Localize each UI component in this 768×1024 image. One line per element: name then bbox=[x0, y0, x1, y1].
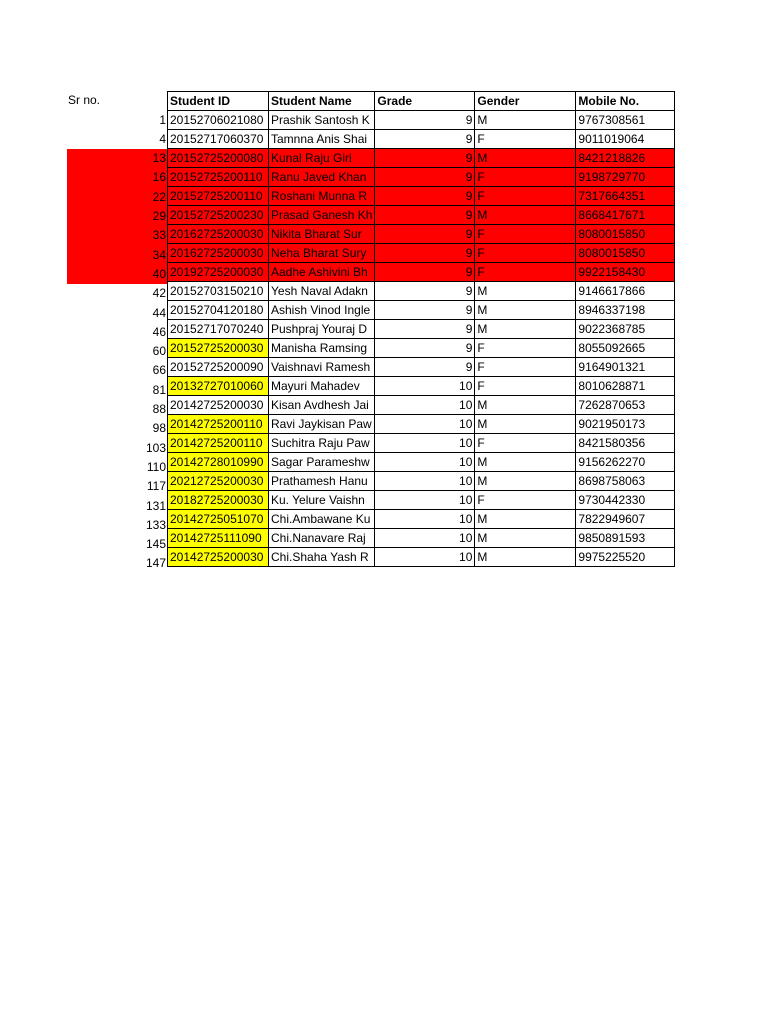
table-row bbox=[168, 168, 675, 187]
mobile-cell[interactable]: 7262870653 bbox=[576, 396, 675, 415]
gender-cell[interactable]: M bbox=[475, 472, 576, 491]
table-row bbox=[168, 396, 675, 415]
student-id-cell[interactable]: 20132727010060 bbox=[168, 377, 269, 396]
table-row bbox=[168, 529, 675, 548]
student-id-cell[interactable]: 20142725111090 bbox=[168, 529, 269, 548]
student-id-cell[interactable]: 20182725200030 bbox=[168, 491, 269, 510]
gender-cell[interactable]: F bbox=[475, 358, 576, 377]
table-row bbox=[168, 377, 675, 396]
student-name-cell[interactable]: Roshani Munna R bbox=[269, 187, 375, 206]
mobile-cell[interactable]: 9021950173 bbox=[576, 415, 675, 434]
table-row bbox=[168, 415, 675, 434]
mobile-cell[interactable]: 7317664351 bbox=[576, 187, 675, 206]
grade-cell[interactable]: 9 bbox=[375, 225, 475, 244]
student-name-cell[interactable]: Kisan Avdhesh Jai bbox=[269, 396, 375, 415]
student-name-cell[interactable]: Chi.Nanavare Raj bbox=[269, 529, 375, 548]
student-name-cell[interactable]: Ranu Javed Khan bbox=[269, 168, 375, 187]
sr-no-cell[interactable]: 66 bbox=[152, 363, 166, 378]
sr-no-cell[interactable]: 4 bbox=[159, 131, 166, 146]
grade-cell[interactable]: 9 bbox=[375, 244, 475, 263]
gender-cell[interactable]: F bbox=[475, 168, 576, 187]
sr-no-header[interactable]: Sr no. bbox=[68, 93, 101, 107]
student-name-cell[interactable]: Mayuri Mahadev bbox=[269, 377, 375, 396]
gender-cell[interactable]: M bbox=[475, 510, 576, 529]
student-id-cell[interactable]: 20142725200030 bbox=[168, 396, 269, 415]
mobile-cell[interactable]: 8421218826 bbox=[576, 149, 675, 168]
sr-no-cell[interactable]: 81 bbox=[152, 382, 166, 397]
mobile-cell[interactable]: 9146617866 bbox=[576, 282, 675, 301]
student-name-cell[interactable]: Chi.Shaha Yash R bbox=[269, 548, 375, 567]
mobile-cell[interactable]: 9922158430 bbox=[576, 263, 675, 282]
table-row bbox=[168, 187, 675, 206]
student-id-cell[interactable]: 20142728010990 bbox=[168, 453, 269, 472]
student-table bbox=[167, 91, 675, 567]
student-name-cell[interactable]: Ashish Vinod Ingle bbox=[269, 301, 375, 320]
gender-cell[interactable]: M bbox=[475, 396, 576, 415]
table-row bbox=[168, 149, 675, 168]
header-student-id[interactable]: Student ID bbox=[168, 92, 269, 111]
grade-cell[interactable]: 10 bbox=[375, 548, 475, 567]
sr-no-cell[interactable]: 145 bbox=[145, 537, 166, 552]
grade-cell[interactable]: 9 bbox=[375, 358, 475, 377]
gender-cell[interactable]: M bbox=[475, 415, 576, 434]
student-name-cell[interactable]: Pushpraj Youraj D bbox=[269, 320, 375, 339]
student-id-cell[interactable]: 20152725200080 bbox=[168, 149, 269, 168]
grade-cell[interactable]: 9 bbox=[375, 168, 475, 187]
grade-cell[interactable]: 9 bbox=[375, 130, 475, 149]
table-body bbox=[168, 111, 675, 567]
grade-cell[interactable]: 9 bbox=[375, 149, 475, 168]
sr-no-cell[interactable]: 147 bbox=[145, 556, 166, 571]
table-row bbox=[168, 282, 675, 301]
student-name-cell[interactable]: Nikita Bharat Sur bbox=[269, 225, 375, 244]
mobile-cell[interactable]: 9198729770 bbox=[576, 168, 675, 187]
mobile-cell[interactable]: 7822949607 bbox=[576, 510, 675, 529]
student-name-cell[interactable]: Vaishnavi Ramesh bbox=[269, 358, 375, 377]
student-name-cell[interactable]: Prasad Ganesh Kh bbox=[269, 206, 375, 225]
student-id-cell[interactable]: 20152725200110 bbox=[168, 168, 269, 187]
table-row bbox=[168, 453, 675, 472]
table-row bbox=[168, 225, 675, 244]
student-id-cell[interactable]: 20212725200030 bbox=[168, 472, 269, 491]
grade-cell[interactable]: 9 bbox=[375, 111, 475, 130]
sr-no-cell[interactable]: 29 bbox=[152, 209, 166, 223]
table-row bbox=[168, 244, 675, 263]
table-row bbox=[168, 548, 675, 567]
student-id-cell[interactable]: 20152704120180 bbox=[168, 301, 269, 320]
student-id-cell[interactable]: 20152706021080 bbox=[168, 111, 269, 130]
mobile-cell[interactable]: 9975225520 bbox=[576, 548, 675, 567]
mobile-cell[interactable]: 8080015850 bbox=[576, 225, 675, 244]
gender-cell[interactable]: F bbox=[475, 225, 576, 244]
student-name-cell[interactable]: Chi.Ambawane Ku bbox=[269, 510, 375, 529]
table-row bbox=[168, 320, 675, 339]
mobile-cell[interactable]: 9767308561 bbox=[576, 111, 675, 130]
gender-cell[interactable]: M bbox=[475, 111, 576, 130]
student-id-cell[interactable]: 20152717060370 bbox=[168, 130, 269, 149]
student-id-cell[interactable]: 20152703150210 bbox=[168, 282, 269, 301]
student-id-cell[interactable]: 20142725200030 bbox=[168, 548, 269, 567]
gender-cell[interactable]: M bbox=[475, 453, 576, 472]
sr-no-cell[interactable]: 16 bbox=[152, 170, 166, 185]
grade-cell[interactable]: 10 bbox=[375, 472, 475, 491]
sr-no-cell[interactable]: 44 bbox=[152, 305, 166, 320]
gender-cell[interactable]: M bbox=[475, 320, 576, 339]
student-id-cell[interactable]: 20152725200230 bbox=[168, 206, 269, 225]
sr-no-cell[interactable]: 98 bbox=[152, 421, 166, 436]
mobile-cell[interactable]: 8080015850 bbox=[576, 244, 675, 263]
student-name-cell[interactable]: Prathamesh Hanu bbox=[269, 472, 375, 491]
header-grade[interactable]: Grade bbox=[375, 92, 475, 111]
student-name-cell[interactable]: Yesh Naval Adakn bbox=[269, 282, 375, 301]
mobile-cell[interactable]: 9730442330 bbox=[576, 491, 675, 510]
sr-no-cell[interactable]: 33 bbox=[152, 228, 166, 243]
header-gender[interactable]: Gender bbox=[475, 92, 576, 111]
student-id-cell[interactable]: 20142725200110 bbox=[168, 434, 269, 453]
mobile-cell[interactable]: 9022368785 bbox=[576, 320, 675, 339]
mobile-cell[interactable]: 8946337198 bbox=[576, 301, 675, 320]
student-id-cell[interactable]: 20162725200030 bbox=[168, 225, 269, 244]
sr-no-cell[interactable]: 22 bbox=[152, 189, 166, 204]
table-row bbox=[168, 263, 675, 282]
mobile-cell[interactable]: 8421580356 bbox=[576, 434, 675, 453]
grade-cell[interactable]: 9 bbox=[375, 301, 475, 320]
sr-no-cell[interactable]: 1 bbox=[159, 112, 166, 127]
grade-cell[interactable]: 9 bbox=[375, 320, 475, 339]
table-row bbox=[168, 111, 675, 130]
mobile-cell[interactable]: 9164901321 bbox=[576, 358, 675, 377]
table-row bbox=[168, 472, 675, 491]
student-name-cell[interactable]: Ku. Yelure Vaishn bbox=[269, 491, 375, 510]
student-id-cell[interactable]: 20152725200030 bbox=[168, 339, 269, 358]
gender-cell[interactable]: F bbox=[475, 377, 576, 396]
student-id-cell[interactable]: 20142725200110 bbox=[168, 415, 269, 434]
table-row bbox=[168, 206, 675, 225]
sr-no-cell[interactable]: 40 bbox=[152, 266, 166, 281]
table-row bbox=[168, 130, 675, 149]
sr-no-cell[interactable]: 46 bbox=[152, 324, 166, 339]
gender-cell[interactable]: F bbox=[475, 434, 576, 453]
table-row bbox=[168, 301, 675, 320]
student-id-cell[interactable]: 20152717070240 bbox=[168, 320, 269, 339]
grade-cell[interactable]: 10 bbox=[375, 491, 475, 510]
table-row bbox=[168, 339, 675, 358]
student-name-cell[interactable]: Neha Bharat Sury bbox=[269, 244, 375, 263]
sr-no-cell[interactable]: 133 bbox=[145, 517, 166, 532]
grade-cell[interactable]: 10 bbox=[375, 529, 475, 548]
gender-cell[interactable]: M bbox=[475, 301, 576, 320]
grade-cell[interactable]: 9 bbox=[375, 263, 475, 282]
gender-cell[interactable]: F bbox=[475, 187, 576, 206]
mobile-cell[interactable]: 9850891593 bbox=[576, 529, 675, 548]
gender-cell[interactable]: F bbox=[475, 491, 576, 510]
student-name-cell[interactable]: Kunal Raju Giri bbox=[269, 149, 375, 168]
student-id-cell[interactable]: 20152725200110 bbox=[168, 187, 269, 206]
grade-cell[interactable]: 10 bbox=[375, 434, 475, 453]
gender-cell[interactable]: M bbox=[475, 548, 576, 567]
gender-cell[interactable]: F bbox=[475, 339, 576, 358]
header-student-name[interactable]: Student Name bbox=[269, 92, 375, 111]
table-row bbox=[168, 434, 675, 453]
student-id-cell[interactable]: 20152725200090 bbox=[168, 358, 269, 377]
table-row bbox=[168, 510, 675, 529]
grade-cell[interactable]: 10 bbox=[375, 415, 475, 434]
mobile-cell[interactable]: 8698758063 bbox=[576, 472, 675, 491]
sr-no-cell[interactable]: 13 bbox=[152, 151, 166, 166]
mobile-cell[interactable]: 8055092665 bbox=[576, 339, 675, 358]
student-name-cell[interactable]: Tamnna Anis Shai bbox=[269, 130, 375, 149]
student-name-cell[interactable]: Ravi Jaykisan Paw bbox=[269, 415, 375, 434]
gender-cell[interactable]: F bbox=[475, 130, 576, 149]
gender-cell[interactable]: F bbox=[475, 244, 576, 263]
sr-no-cell[interactable]: 60 bbox=[152, 344, 166, 359]
student-name-cell[interactable]: Prashik Santosh K bbox=[269, 111, 375, 130]
sr-no-cell[interactable]: 34 bbox=[152, 247, 166, 262]
student-name-cell[interactable]: Sagar Parameshw bbox=[269, 453, 375, 472]
student-id-cell[interactable]: 20162725200030 bbox=[168, 244, 269, 263]
student-id-cell[interactable]: 20142725051070 bbox=[168, 510, 269, 529]
mobile-cell[interactable]: 9156262270 bbox=[576, 453, 675, 472]
mobile-cell[interactable]: 9011019064 bbox=[576, 130, 675, 149]
grade-cell[interactable]: 9 bbox=[375, 339, 475, 358]
table-row bbox=[168, 491, 675, 510]
student-name-cell[interactable]: Aadhe Ashivini Bh bbox=[269, 263, 375, 282]
mobile-cell[interactable]: 8668417671 bbox=[576, 206, 675, 225]
student-id-cell[interactable]: 20192725200030 bbox=[168, 263, 269, 282]
sr-no-cell[interactable]: 117 bbox=[146, 479, 166, 494]
student-name-cell[interactable]: Suchitra Raju Paw bbox=[269, 434, 375, 453]
header-row bbox=[168, 92, 675, 111]
mobile-cell[interactable]: 8010628871 bbox=[576, 377, 675, 396]
gender-cell[interactable]: M bbox=[475, 206, 576, 225]
gender-cell[interactable]: M bbox=[475, 282, 576, 301]
grade-cell[interactable]: 10 bbox=[375, 453, 475, 472]
sr-no-cell[interactable]: 110 bbox=[146, 459, 166, 474]
sr-no-cell[interactable]: 42 bbox=[152, 286, 166, 301]
gender-cell[interactable]: F bbox=[475, 263, 576, 282]
sr-no-cell[interactable]: 131 bbox=[145, 498, 166, 513]
header-mobile-no[interactable]: Mobile No. bbox=[576, 92, 675, 111]
sr-no-cell[interactable]: 103 bbox=[145, 440, 166, 455]
gender-cell[interactable]: M bbox=[475, 529, 576, 548]
grade-cell[interactable]: 10 bbox=[375, 396, 475, 415]
table-row bbox=[168, 358, 675, 377]
student-name-cell[interactable]: Manisha Ramsing bbox=[269, 339, 375, 358]
grade-cell[interactable]: 9 bbox=[375, 187, 475, 206]
sr-no-cell[interactable]: 88 bbox=[152, 402, 166, 416]
grade-cell[interactable]: 10 bbox=[375, 510, 475, 529]
gender-cell[interactable]: M bbox=[475, 149, 576, 168]
grade-cell[interactable]: 9 bbox=[375, 282, 475, 301]
grade-cell[interactable]: 9 bbox=[375, 206, 475, 225]
grade-cell[interactable]: 10 bbox=[375, 377, 475, 396]
